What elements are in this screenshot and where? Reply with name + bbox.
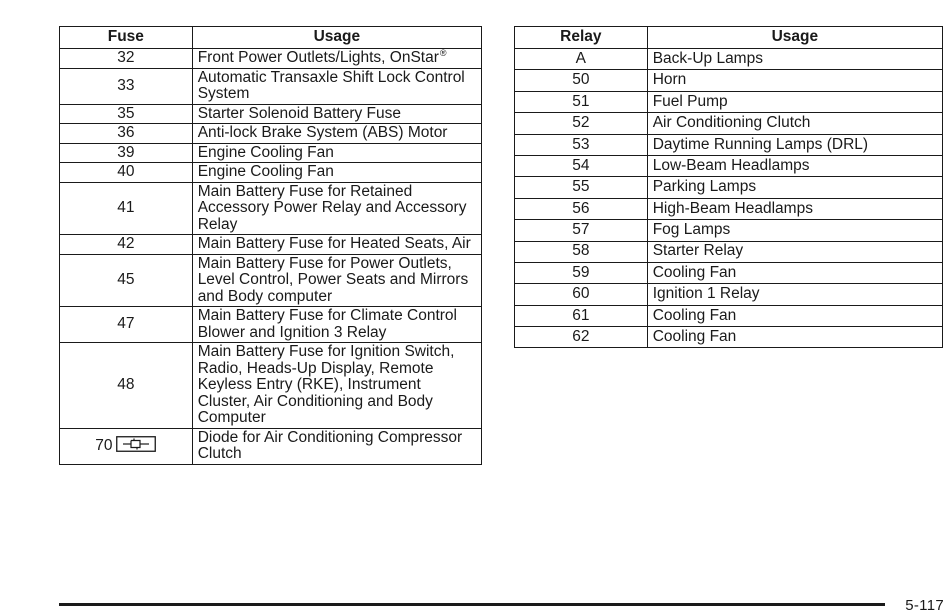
- fuse-number: 45: [60, 254, 193, 307]
- relay-usage: Fuel Pump: [647, 91, 942, 112]
- relay-usage: Horn: [647, 70, 942, 91]
- table-row: [515, 70, 943, 91]
- registered-mark: ®: [439, 48, 447, 58]
- table-row: [515, 198, 943, 219]
- table-row: [60, 143, 482, 163]
- fuse-number: 39: [60, 143, 193, 163]
- fuse-usage-text: Front Power Outlets/Lights, OnStar: [197, 49, 439, 66]
- table-row: [515, 49, 943, 70]
- fuse-usage: Engine Cooling Fan: [192, 163, 481, 183]
- fuse-number: 42: [60, 235, 193, 255]
- relay-usage: Parking Lamps: [647, 177, 942, 198]
- relay-usage-column-header: Usage: [647, 27, 942, 49]
- fuse-usage: Main Battery Fuse for Climate Control Blower and Ignition 3 Relay: [192, 307, 481, 343]
- fuse-usage-column-header: Usage: [192, 27, 481, 49]
- relay-table: [514, 26, 943, 348]
- fuse-number: 48: [60, 343, 193, 429]
- table-row: [60, 104, 482, 124]
- fuse-number: 41: [60, 182, 193, 235]
- footer-rule: [59, 603, 885, 606]
- fuse-usage: Diode for Air Conditioning Compressor Clutch: [192, 428, 481, 464]
- fuse-usage: Main Battery Fuse for Retained Accessory Power Relay and Accessory Relay: [192, 182, 481, 235]
- relay-number: 57: [515, 220, 648, 241]
- table-row: [515, 284, 943, 305]
- table-row: [60, 343, 482, 429]
- relay-number: 55: [515, 177, 648, 198]
- fuse-usage: [192, 49, 481, 69]
- relay-number: 58: [515, 241, 648, 262]
- relay-usage: Fog Lamps: [647, 220, 942, 241]
- table-row: [60, 182, 482, 235]
- table-row: [60, 68, 482, 104]
- fuse-number: 36: [60, 124, 193, 144]
- fuse-number: 70: [95, 436, 113, 454]
- relay-usage: Cooling Fan: [647, 305, 942, 326]
- relay-number: 60: [515, 284, 648, 305]
- table-row: [60, 254, 482, 307]
- relay-number: 53: [515, 134, 648, 155]
- fuse-usage: Main Battery Fuse for Heated Seats, Air: [192, 235, 481, 255]
- relay-number: 56: [515, 198, 648, 219]
- table-row: [60, 124, 482, 144]
- relay-column-header: Relay: [515, 27, 648, 49]
- table-row: [515, 155, 943, 176]
- fuse-usage: Main Battery Fuse for Ignition Switch, Radio, Heads-Up Display, Remote Keyless Entry (RKE), Instrument Cluster, Air Conditioning and Body Computer: [192, 343, 481, 429]
- table-row: [515, 177, 943, 198]
- table-row: [60, 49, 482, 69]
- fuse-number: 32: [60, 49, 193, 69]
- fuse-usage: Automatic Transaxle Shift Lock Control System: [192, 68, 481, 104]
- fuse-usage: Anti-lock Brake System (ABS) Motor: [192, 124, 481, 144]
- relay-number: 50: [515, 70, 648, 91]
- diode-icon: [116, 436, 156, 457]
- relay-usage: Cooling Fan: [647, 327, 942, 348]
- table-row: [60, 235, 482, 255]
- fuse-number: 33: [60, 68, 193, 104]
- relay-usage: High-Beam Headlamps: [647, 198, 942, 219]
- table-row: [515, 241, 943, 262]
- fuse-usage: Main Battery Fuse for Power Outlets, Level Control, Power Seats and Mirrors and Body computer: [192, 254, 481, 307]
- relay-number: 52: [515, 113, 648, 134]
- fuse-number-with-icon: [60, 428, 193, 464]
- fuse-number: 40: [60, 163, 193, 183]
- table-row: [515, 113, 943, 134]
- relay-usage: Cooling Fan: [647, 262, 942, 283]
- relay-usage: Back-Up Lamps: [647, 49, 942, 70]
- fuse-table-header: [60, 27, 482, 49]
- fuse-usage: Starter Solenoid Battery Fuse: [192, 104, 481, 124]
- table-row: [60, 428, 482, 464]
- relay-usage: Daytime Running Lamps (DRL): [647, 134, 942, 155]
- page-number: 5-117: [905, 597, 944, 614]
- table-row: [515, 262, 943, 283]
- table-row: [515, 220, 943, 241]
- fuse-number: 35: [60, 104, 193, 124]
- table-row: [515, 91, 943, 112]
- relay-number: 61: [515, 305, 648, 326]
- table-row: [60, 163, 482, 183]
- relay-number: 62: [515, 327, 648, 348]
- fuse-table: [59, 26, 482, 465]
- relay-number: 59: [515, 262, 648, 283]
- table-row: [515, 327, 943, 348]
- relay-usage: Ignition 1 Relay: [647, 284, 942, 305]
- relay-number: 54: [515, 155, 648, 176]
- fuse-column-header: Fuse: [60, 27, 193, 49]
- fuse-usage: Engine Cooling Fan: [192, 143, 481, 163]
- relay-usage: Starter Relay: [647, 241, 942, 262]
- relay-number: A: [515, 49, 648, 70]
- relay-usage: Air Conditioning Clutch: [647, 113, 942, 134]
- relay-number: 51: [515, 91, 648, 112]
- table-row: [515, 305, 943, 326]
- fuse-number: 47: [60, 307, 193, 343]
- table-row: [515, 134, 943, 155]
- relay-usage: Low-Beam Headlamps: [647, 155, 942, 176]
- relay-table-header: [515, 27, 943, 49]
- table-row: [60, 307, 482, 343]
